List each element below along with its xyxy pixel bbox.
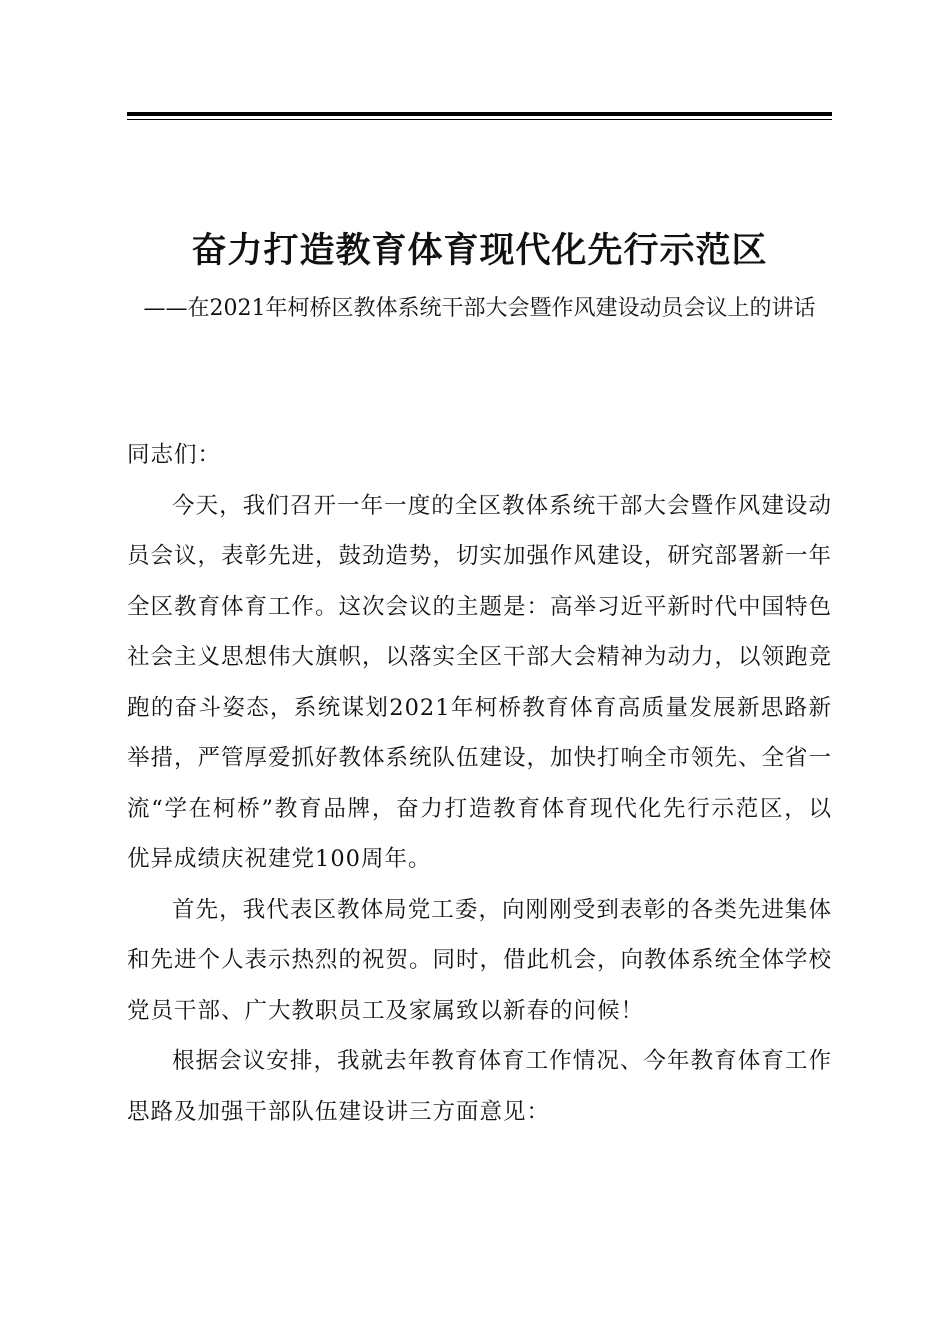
paragraph-opening: 今天，我们召开一年一度的全区教体系统干部大会暨作风建设动员会议，表彰先进，鼓劲造势，切实加强作风建设，研究部署新一年全区教育体育工作。这次会议的主题是：高举习近平新时代中国特色社会主义思想伟大旗帜，以落实全区干部大会精神为动力，以领跑竞跑的奋斗姿态，系统谋划2021年柯桥教育体育高质量发展新思路新举措，严管厚爱抓好教体系统队伍建设，加快打响全市领先、全省一流“学在柯桥”教育品牌，奋力打造教育体育现代化先行示范区，以优异成绩庆祝建党100周年。 bbox=[127, 492, 833, 872]
salutation: 同志们： bbox=[127, 442, 222, 468]
paragraph-congratulations: 首先，我代表区教体局党工委，向刚刚受到表彰的各类先进集体和先进个人表示热烈的祝贺。同时，借此机会，向教体系统全体学校党员干部、广大教职员工及家属致以新春的问候！ bbox=[127, 896, 833, 1024]
header-rule-thin bbox=[127, 119, 832, 120]
paragraph-outline: 根据会议安排，我就去年教育体育工作情况、今年教育体育工作思路及加强干部队伍建设讲三方面意见： bbox=[127, 1048, 832, 1125]
document-subtitle: ——在2021年柯桥区教体系统干部大会暨作风建设动员会议上的讲话 bbox=[143, 296, 816, 321]
document-body bbox=[127, 430, 832, 1137]
header-rule-thick bbox=[127, 112, 832, 116]
document-title: 奋力打造教育体育现代化先行示范区 bbox=[191, 230, 768, 271]
